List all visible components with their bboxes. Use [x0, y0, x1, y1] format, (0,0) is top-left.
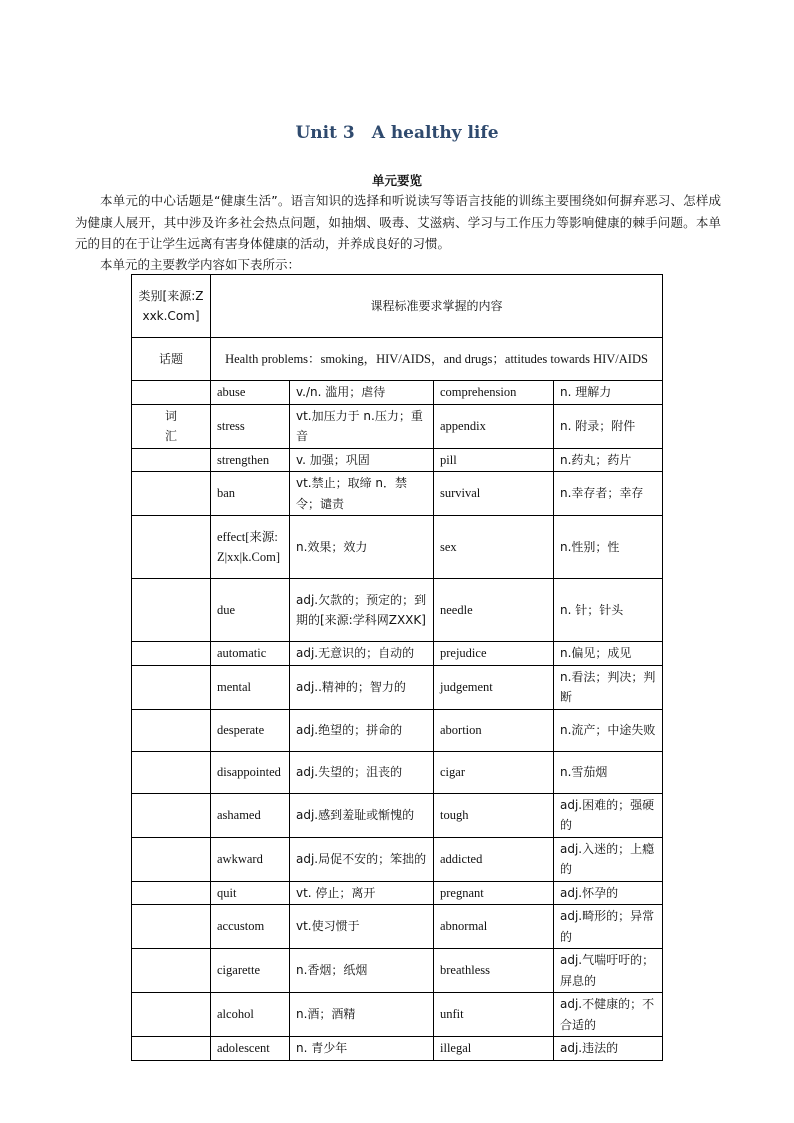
meaning-cell: adj.不健康的；不合适的 [554, 993, 663, 1037]
word-cell: abuse [211, 381, 290, 405]
meaning-cell: adj.违法的 [554, 1037, 663, 1061]
table-row [132, 837, 663, 881]
category-cell [132, 448, 211, 472]
category-cell [132, 381, 211, 405]
meaning-cell: n.偏见；成见 [554, 642, 663, 666]
table-row [132, 665, 663, 709]
meaning-cell: vt.使习惯于 [290, 905, 434, 949]
document-title: Unit 3 A healthy life [295, 123, 499, 143]
category-cell [132, 793, 211, 837]
word-cell: breathless [434, 949, 554, 993]
meaning-cell: n.流产；中途失败 [554, 709, 663, 751]
table-row [132, 905, 663, 949]
word-cell: cigar [434, 751, 554, 793]
table-row [132, 381, 663, 405]
table-row [132, 448, 663, 472]
topic-content: Health problems：smoking，HIV/AIDS，and drugs；attitudes towards HIV/AIDS [211, 338, 663, 381]
category-cell [132, 905, 211, 949]
meaning-cell: n.幸存者；幸存 [554, 472, 663, 516]
meaning-cell: adj.怀孕的 [554, 881, 663, 905]
word-cell: awkward [211, 837, 290, 881]
meaning-cell: n.酒；酒精 [290, 993, 434, 1037]
word-cell: alcohol [211, 993, 290, 1037]
meaning-cell: adj.畸形的；异常的 [554, 905, 663, 949]
table-row [132, 709, 663, 751]
word-cell: strengthen [211, 448, 290, 472]
table-row [132, 881, 663, 905]
category-cell [132, 751, 211, 793]
table-row [132, 642, 663, 666]
word-cell: abortion [434, 709, 554, 751]
word-cell: effect[来源:Z|xx|k.Com] [211, 516, 290, 579]
word-cell: appendix [434, 404, 554, 448]
meaning-cell: adj.困难的；强硬的 [554, 793, 663, 837]
meaning-cell: n. 附录；附件 [554, 404, 663, 448]
word-cell: automatic [211, 642, 290, 666]
meaning-cell: n.看法；判决；判断 [554, 665, 663, 709]
meaning-cell: vt.禁止；取缔 n．禁令；谴责 [290, 472, 434, 516]
category-cell [132, 837, 211, 881]
topic-label: 话题 [132, 338, 211, 381]
intro-paragraph: 本单元的中心话题是“健康生活”。语言知识的选择和听说读写等语言技能的训练主要围绕如何摒弃恶习、怎样成为健康人展开，其中涉及许多社会热点问题，如抽烟、吸毒、艾滋病、学习与工作压力等影响健康的棘手问题。本单元的目的在于让学生远离有害身体健康的活动，并养成良好的习惯。 [75, 193, 721, 251]
word-cell: ban [211, 472, 290, 516]
word-cell: prejudice [434, 642, 554, 666]
category-cell [132, 665, 211, 709]
meaning-cell: adj.感到羞耻或惭愧的 [290, 793, 434, 837]
word-cell: quit [211, 881, 290, 905]
word-cell: unfit [434, 993, 554, 1037]
meaning-cell: adj.失望的；沮丧的 [290, 751, 434, 793]
header-content: 课程标准要求掌握的内容 [211, 275, 663, 338]
table-row [132, 793, 663, 837]
header-category: 类别[来源:Zxxk.Com] [132, 275, 211, 338]
meaning-cell: n.香烟；纸烟 [290, 949, 434, 993]
meaning-cell: n. 理解力 [554, 381, 663, 405]
word-cell: comprehension [434, 381, 554, 405]
word-cell: sex [434, 516, 554, 579]
category-cell [132, 642, 211, 666]
section-heading: 单元要览 [371, 173, 422, 188]
category-cell [132, 993, 211, 1037]
meaning-cell: vt. 停止；离开 [290, 881, 434, 905]
vocab-category-label: 词汇 [132, 404, 211, 448]
table-row [132, 1037, 663, 1061]
word-cell: tough [434, 793, 554, 837]
meaning-cell: adj.局促不安的；笨拙的 [290, 837, 434, 881]
meaning-cell: v. 加强；巩固 [290, 448, 434, 472]
word-cell: adolescent [211, 1037, 290, 1061]
vocabulary-table [131, 274, 663, 1061]
meaning-cell: adj..精神的；智力的 [290, 665, 434, 709]
table-row [132, 472, 663, 516]
word-cell: stress [211, 404, 290, 448]
table-row [132, 579, 663, 642]
meaning-cell: vt.加压力于 n.压力；重音 [290, 404, 434, 448]
word-cell: pill [434, 448, 554, 472]
category-cell [132, 881, 211, 905]
word-cell: desperate [211, 709, 290, 751]
word-cell: pregnant [434, 881, 554, 905]
meaning-cell: n. 针；针头 [554, 579, 663, 642]
word-cell: ashamed [211, 793, 290, 837]
word-cell: disappointed [211, 751, 290, 793]
meaning-cell: n.性别；性 [554, 516, 663, 579]
meaning-cell: adj.无意识的；自动的 [290, 642, 434, 666]
category-cell [132, 579, 211, 642]
word-cell: cigarette [211, 949, 290, 993]
word-cell: illegal [434, 1037, 554, 1061]
meaning-cell: adj.欠款的；预定的；到期的[来源:学科网ZXXK] [290, 579, 434, 642]
word-cell: survival [434, 472, 554, 516]
meaning-cell: n.效果；效力 [290, 516, 434, 579]
meaning-cell: n.药丸；药片 [554, 448, 663, 472]
category-cell [132, 472, 211, 516]
meaning-cell: v./n. 滥用；虐待 [290, 381, 434, 405]
table-row [132, 993, 663, 1037]
table-row [132, 516, 663, 579]
category-cell [132, 709, 211, 751]
topic-row [132, 338, 663, 381]
word-cell: abnormal [434, 905, 554, 949]
meaning-cell: adj.入迷的；上瘾的 [554, 837, 663, 881]
meaning-cell: n.雪茄烟 [554, 751, 663, 793]
meaning-cell: adj.气喘吁吁的；屏息的 [554, 949, 663, 993]
word-cell: judgement [434, 665, 554, 709]
category-cell [132, 516, 211, 579]
intro-line: 本单元的主要教学内容如下表所示： [100, 257, 301, 272]
word-cell: addicted [434, 837, 554, 881]
category-cell [132, 949, 211, 993]
word-cell: due [211, 579, 290, 642]
meaning-cell: adj.绝望的；拼命的 [290, 709, 434, 751]
word-cell: accustom [211, 905, 290, 949]
table-row [132, 751, 663, 793]
meaning-cell: n. 青少年 [290, 1037, 434, 1061]
word-cell: needle [434, 579, 554, 642]
word-cell: mental [211, 665, 290, 709]
table-header-row [132, 275, 663, 338]
table-row [132, 404, 663, 448]
table-row [132, 949, 663, 993]
category-cell [132, 1037, 211, 1061]
